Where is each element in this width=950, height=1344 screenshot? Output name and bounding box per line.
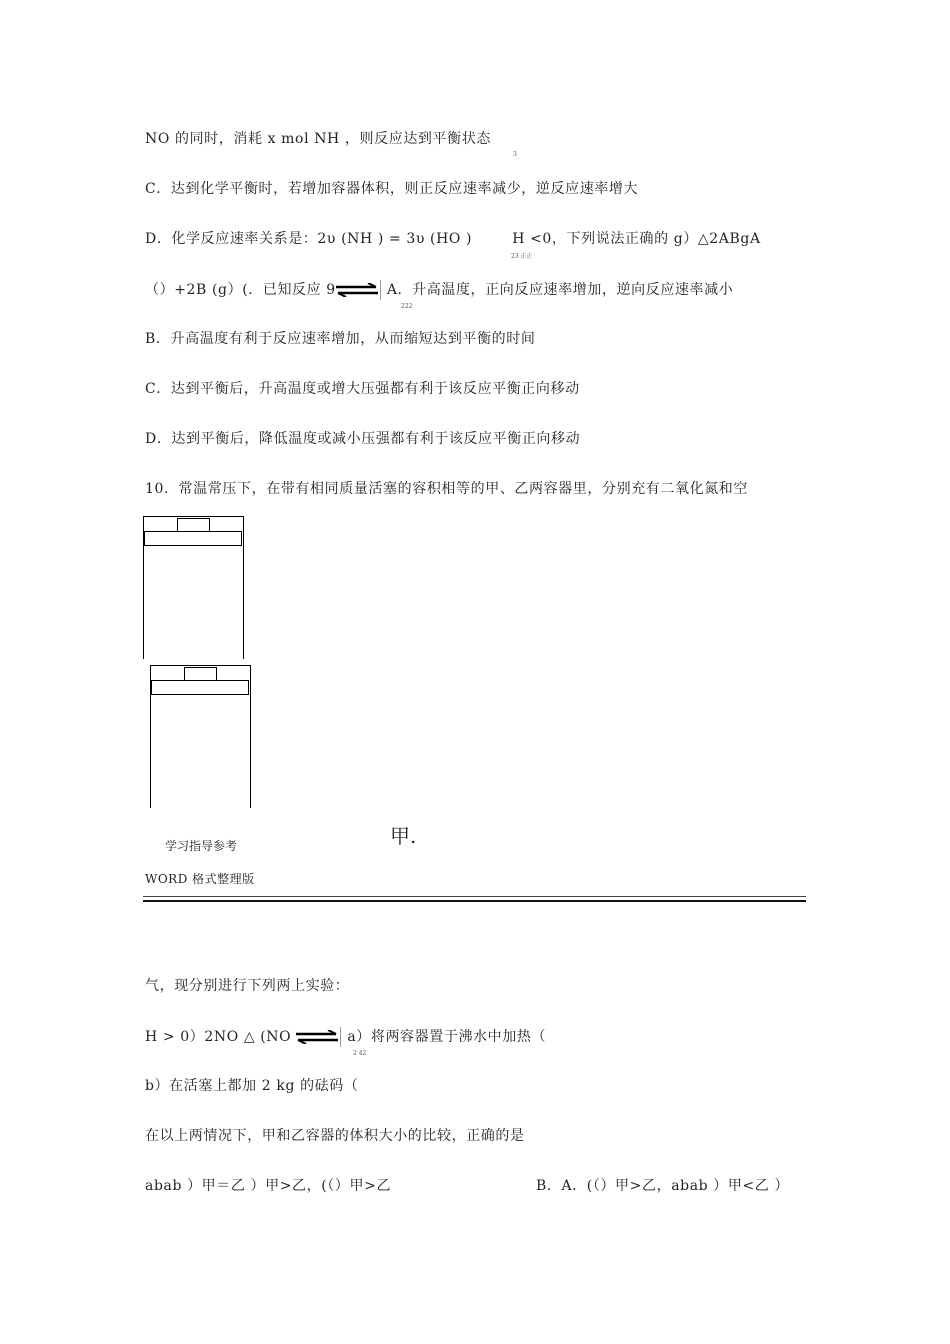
line-text: H > 0）2NO △ (NO <box>145 1029 292 1045</box>
text-line <box>145 280 734 310</box>
container-figure-yi <box>150 665 252 807</box>
text-line: C．达到平衡后，升高温度或增大压强都有利于该反应平衡正向移动 <box>145 381 580 397</box>
line-text: H <0，下列说法正确的 g）△2ABgA <box>512 231 761 247</box>
text-line <box>145 1027 547 1057</box>
text-line: abab ）甲＝乙 ）甲>乙，(（）甲>乙 <box>145 1178 392 1194</box>
text-line: B．升高温度有利于反应速率增加，从而缩短达到平衡的时间 <box>145 331 536 347</box>
line-text: （）+2B (g）(．已知反应 9 <box>145 282 336 298</box>
figure-label: 甲. <box>390 824 417 848</box>
subscript: 2 42 <box>353 1050 367 1057</box>
line-text: A．升高温度，正向反应速率增加，逆向反应速率减小 <box>386 282 734 298</box>
equilibrium-arrow-icon <box>336 283 378 297</box>
container-figure-jia <box>143 516 245 658</box>
text-line: 气，现分别进行下列两上实验： <box>145 978 350 994</box>
line-text: D．化学反应速率关系是：2υ (NH ) = 3υ (HO ) <box>145 231 473 247</box>
footer-word: WORD 格式整理版 <box>145 872 255 886</box>
line-text: a）将两容器置于沸水中加热（ <box>347 1029 547 1045</box>
text-line: D．达到平衡后，降低温度或减小压强都有利于该反应平衡正向移动 <box>145 431 581 447</box>
text-line: C．达到化学平衡时，若增加容器体积，则正反应速率减少，逆反应速率增大 <box>145 181 639 197</box>
piston-knob <box>184 667 217 681</box>
subscript: 222 <box>401 303 413 310</box>
text-line: B．A．(（）甲>乙，abab ）甲<乙 ） <box>536 1178 790 1194</box>
piston <box>144 531 242 546</box>
footer-caption: 学习指导参考 <box>165 839 238 853</box>
text-line <box>145 230 761 260</box>
equilibrium-arrow-icon <box>296 1030 338 1044</box>
subscript: 23 正正 <box>511 253 533 260</box>
piston <box>151 680 249 695</box>
text-line: b）在活塞上都加 2 kg 的砝码（ <box>145 1078 359 1094</box>
piston-knob <box>177 518 210 532</box>
subscript: 3 <box>513 151 517 158</box>
text-line: 在以上两情况下，甲和乙容器的体积大小的比较，正确的是 <box>145 1128 525 1144</box>
text-line: 10．常温常压下，在带有相同质量活塞的容积相等的甲、乙两容器里，分别充有二氧化氮和空 <box>145 481 749 497</box>
text-line <box>145 130 517 158</box>
page-divider <box>143 896 806 902</box>
line-text: NO 的同时，消耗 x mol NH ，则反应达到平衡状态 <box>145 131 491 147</box>
